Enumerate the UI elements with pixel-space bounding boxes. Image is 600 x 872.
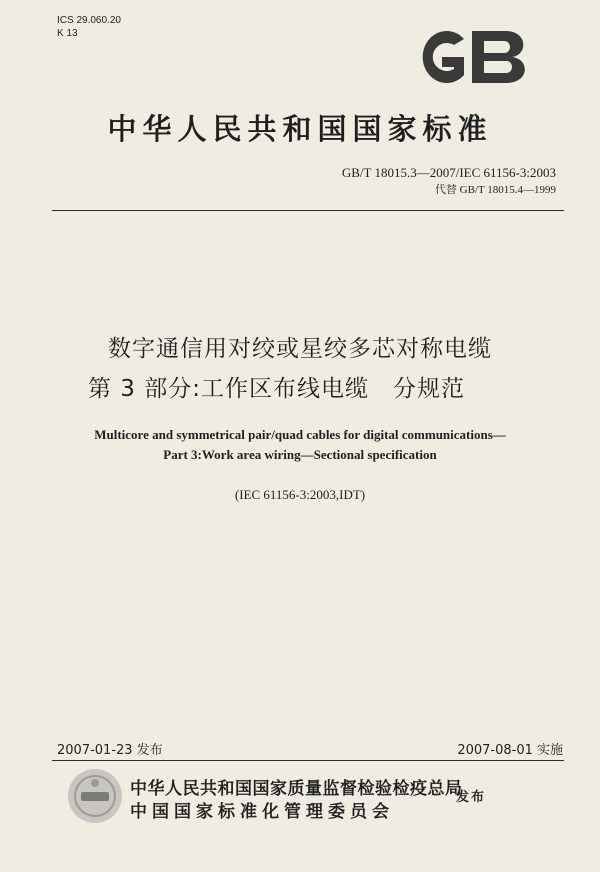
title-en-line2: Part 3:Work area wiring—Sectional specification [163, 447, 437, 462]
title-zh-line2: 第 3 部分:工作区布线电缆 分规范 [88, 376, 466, 402]
replaces-note: 代替 GB/T 18015.4—1999 [434, 184, 556, 196]
release-label: 发布 [456, 790, 487, 805]
footer-divider [52, 760, 564, 761]
gb-logo-icon [406, 23, 532, 91]
header-divider [52, 210, 564, 211]
implementation-date: 2007-08-01 实施 [457, 743, 563, 758]
standard-code: GB/T 18015.3—2007/IEC 61156-3:2003 [341, 165, 556, 180]
issuer-aqsiq: 中华人民共和国国家质量监督检验检疫总局 [130, 779, 463, 799]
issuer-sac: 中国国家标准化管理委员会 [130, 802, 394, 822]
ccs-code: K 13 [57, 28, 78, 39]
classification-codes [57, 14, 121, 40]
title-zh-line1: 数字通信用对绞或星绞多芯对称电缆 [108, 336, 492, 362]
equivalence-note: (IEC 61156-3:2003,IDT) [234, 487, 366, 502]
title-en-line1: Multicore and symmetrical pair/quad cables for digital communications— [94, 427, 506, 442]
standard-title: 中华人民共和国国家标准 [107, 112, 493, 146]
ics-code: ICS 29.060.20 [57, 15, 121, 26]
issue-date: 2007-01-23 发布 [57, 743, 163, 758]
anti-counterfeit-seal-icon [67, 768, 123, 824]
